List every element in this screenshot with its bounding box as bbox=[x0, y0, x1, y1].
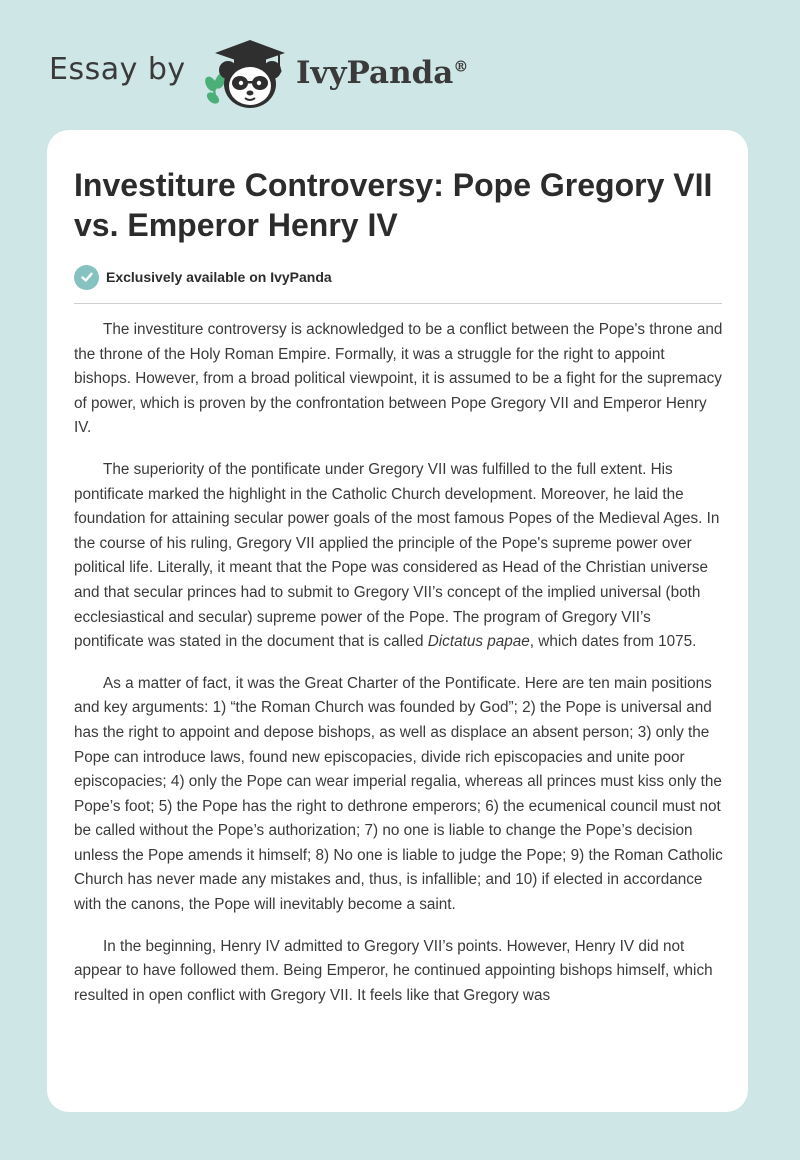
paragraph: In the beginning, Henry IV admitted to Gregory VII’s points. However, Henry IV did not appear to have followed them. Being Emperor, he continued appointing bishops himself, which resulted in open conflict with Gregory VII. It feels like that Gregory was bbox=[74, 937, 713, 1004]
divider bbox=[74, 303, 722, 304]
check-circle-icon bbox=[74, 265, 99, 290]
exclusive-badge bbox=[74, 264, 332, 290]
paragraph: The superiority of the pontificate under Gregory VII was fulfilled to the full extent. His pontificate marked the highlight in the Catholic Church development. Moreover, he laid the foundation for attaining secular power goals of the most famous Popes of the Medieval Ages. In the course of his ruling, Gregory VII applied the principle of the Pope's supreme power over political life. Literally, it meant that the Pope was considered as Head of the Christian universe and that secular princes had to submit to Gregory VII’s concept of the implied universal (both ecclesiastical and secular) supreme power of the Pope. The program of Gregory VII’s pontificate was stated in the document that is called Dictatus papae, which dates from 1075. bbox=[74, 460, 720, 651]
paragraph: As a matter of fact, it was the Great Charter of the Pontificate. Here are ten main positions and key arguments: 1) “the Roman Church was founded by God”; 2) the Pope is universal and has the right to appoint and depose bishops, as well as displace an absent person; 3) only the Pope can introduce laws, found new episcopacies, divide rich episcopacies and unite poor episcopacies; 4) only the Pope can wear imperial regalia, whereas all princes must kiss only the Pope’s foot; 5) the Pope has the right to dethrone emperors; 6) the ecumenical council must not be called without the Pope’s authorization; 7) no one is liable to change the Pope’s decision unless the Pope amends it himself; 8) No one is liable to judge the Pope; 9) the Roman Catholic Church has never made any mistakes and, thus, is infallible; and 10) if elected in accordance with the canons, the Pope will inevitably become a saint. bbox=[74, 674, 723, 914]
exclusive-label: Exclusively available on IvyPanda bbox=[106, 269, 332, 285]
paragraph: The investiture controversy is acknowledged to be a conflict between the Pope's throne and the throne of the Holy Roman Empire. Formally, it was a struggle for the right to appoint bishops. However, from a broad political viewpoint, it is assumed to be a fight for the supremacy of power, which is proven by the confrontation between Pope Gregory VII and Emperor Henry IV. bbox=[74, 321, 723, 437]
panda-graduate-icon bbox=[201, 36, 293, 112]
document-title: Dictatus papae bbox=[427, 633, 530, 651]
brand-name[interactable]: IvyPanda® bbox=[296, 55, 469, 91]
article-title: Investiture Controversy: Pope Gregory VII vs. Emperor Henry IV bbox=[74, 167, 713, 243]
essay-by-label: Essay by bbox=[49, 52, 186, 87]
article-body bbox=[74, 318, 724, 1025]
registered-mark: ® bbox=[453, 57, 469, 76]
site-header bbox=[0, 0, 800, 130]
article-card bbox=[47, 130, 748, 1112]
